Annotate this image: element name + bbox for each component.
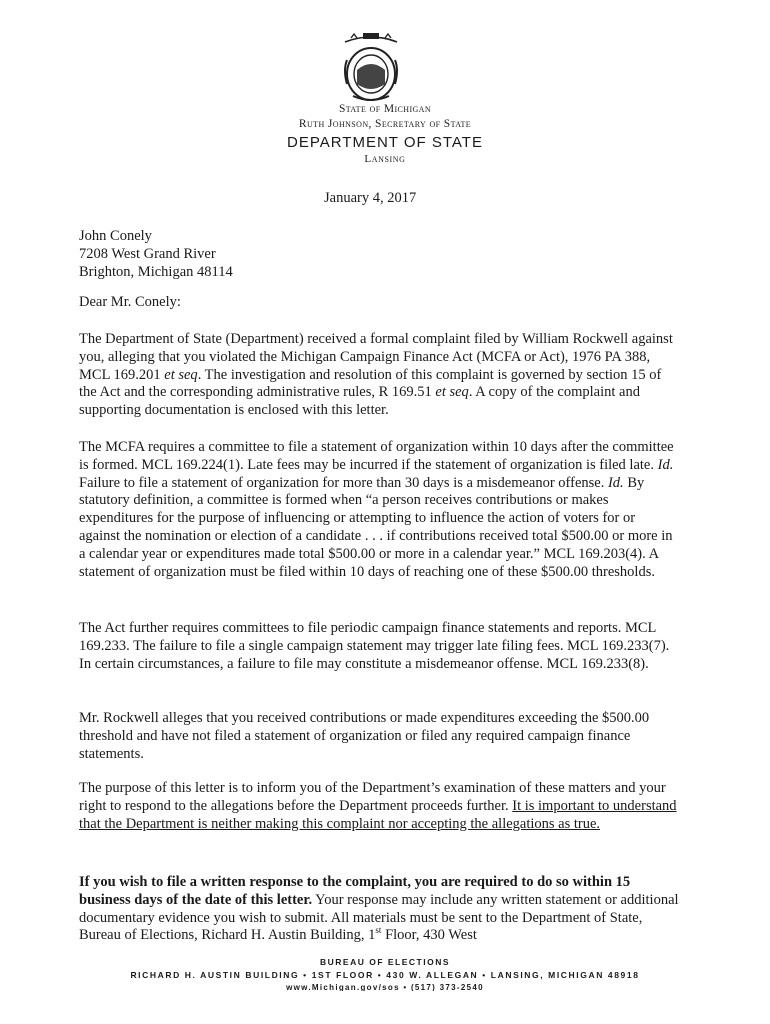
recipient-street: 7208 West Grand River — [79, 246, 216, 262]
recipient-address — [79, 227, 233, 281]
paragraph-response-instructions: If you wish to file a written response to the complaint, you are required to do so within 15 business days of the date of this letter. Your response may include any written statement or additional documentary evidence you wish to submit. All materials must be sent to the Department of State, Bureau of Elections, Richard H. Austin Building, 1st Floor, 430 West — [79, 874, 679, 944]
important-notice: It is important to understand that the Department is neither making this complaint nor accepting the allegations as true. — [79, 797, 677, 832]
footer-web-phone: www.Michigan.gov/sos • (517) 373-2540 — [286, 983, 484, 991]
salutation: Dear Mr. Conely: — [79, 294, 181, 310]
paragraph-allegation: Mr. Rockwell alleges that you received contributions or made expenditures exceeding the $500.00 threshold and have not filed a statement of organization or filed any required campaign finance statements. — [79, 710, 650, 762]
letterhead-secretary: Ruth Johnson, Secretary of State — [298, 118, 472, 130]
paragraph-complaint: The Department of State (Department) received a formal complaint filed by William Rockwell against you, alleging that you violated the Michigan Campaign Finance Act (MCFA or Act), 1976 PA 388, MCL 169.201 et seq. The investigation and resolution of this complaint is governed by section 15 of the Act and the corresponding administrative rules, R 169.51 et seq. A copy of the complaint and supporting documentation is enclosed with this letter. — [79, 331, 673, 419]
paragraph-purpose: The purpose of this letter is to inform you of the Department’s examination of these matters and your right to respond to the allegations before the Department proceeds further. It is important to understand that the Department is neither making this complaint nor accepting the allegations as true. — [79, 780, 677, 832]
paragraph-statement-of-organization: The MCFA requires a committee to file a statement of organization within 10 days after the committee is formed. MCL 169.224(1). Late fees may be incurred if the statement of organization is filed late. Id. Failure to file a statement of organization for more than 30 days is a misdemeanor offense. Id. By statutory definition, a committee is formed when “a person receives contributions or makes expenditures for the purpose of influencing or attempting to influence the action of voters for or against the nomination or election of a candidate . . . if contributions received total $500.00 or more in a calendar year or expenditures made total $500.00 or more in a calendar year.” MCL 169.203(4). A statement of organization must be filed within 10 days of reaching one of these $500.00 thresholds. — [79, 439, 674, 580]
recipient-name: John Conely — [79, 228, 152, 244]
state-seal-logo — [337, 30, 405, 102]
footer-bureau: BUREAU OF ELECTIONS — [319, 957, 451, 967]
recipient-city: Brighton, Michigan 48114 — [79, 264, 233, 280]
letterhead-department: DEPARTMENT OF STATE — [287, 134, 483, 151]
footer-address: RICHARD H. AUSTIN BUILDING • 1ST FLOOR • 430 W. ALLEGAN • LANSING, MICHIGAN 48918 — [130, 970, 640, 980]
letterhead-city: Lansing — [364, 153, 406, 165]
letterhead-state: State of Michigan — [338, 103, 432, 115]
paragraph-periodic-statements: The Act further requires committees to file periodic campaign finance statements and reports. MCL 169.233. The failure to file a single campaign statement may trigger late filing fees. MCL 169.233(7). In certain circumstances, a failure to file may constitute a misdemeanor offense. MCL 169.233(8). — [79, 620, 670, 672]
letter-date: January 4, 2017 — [324, 190, 417, 206]
